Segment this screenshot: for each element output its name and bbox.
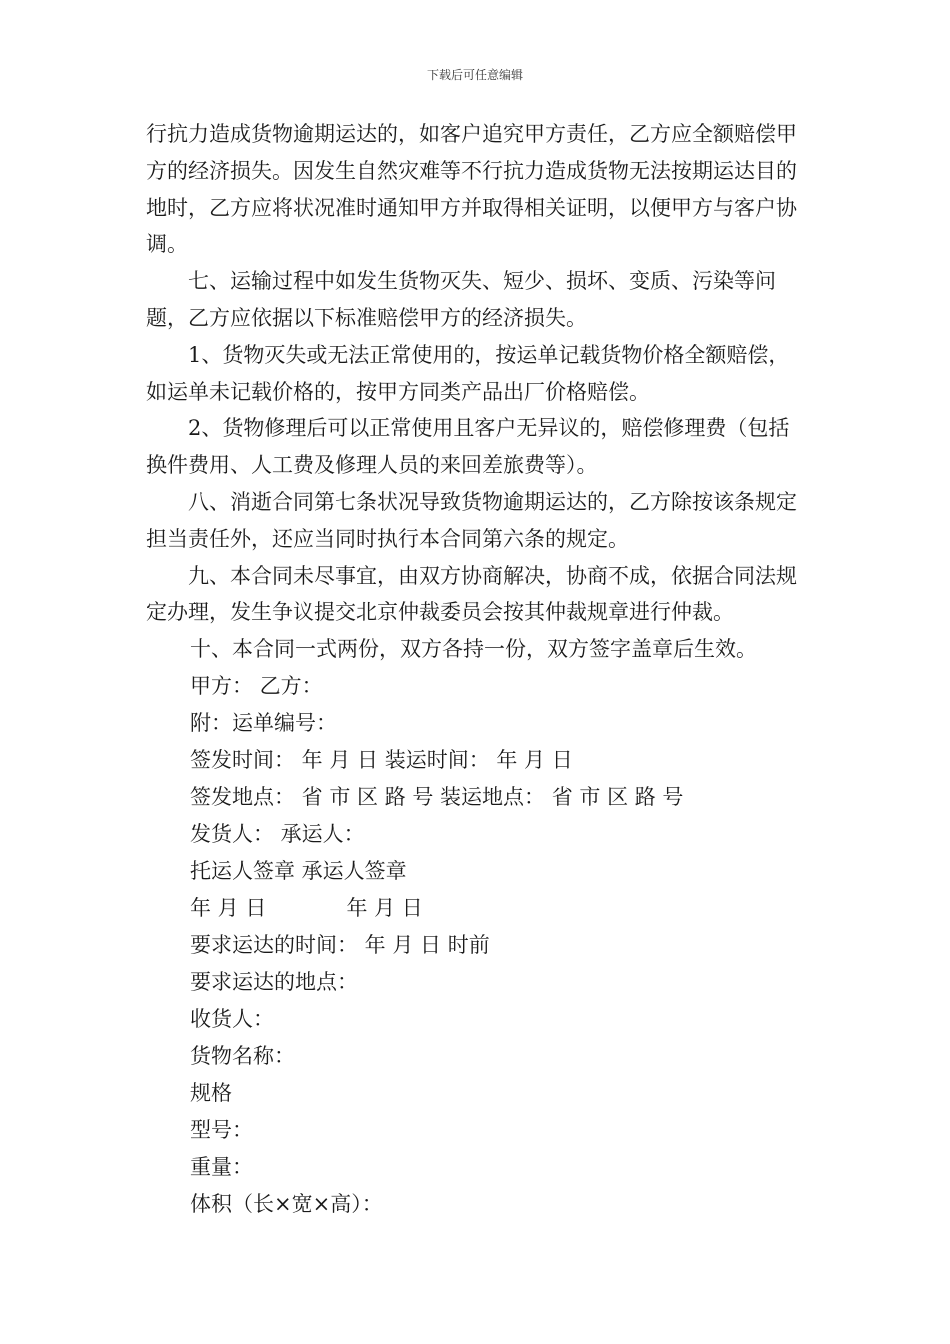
page-header: 下载后可任意编辑 [426, 68, 523, 82]
shipper-carrier-line: 发货人： 承运人： [190, 822, 365, 847]
consignee-line: 收货人： [190, 1007, 274, 1032]
waybill-number-line: 附：运单编号： [190, 711, 337, 736]
required-time-line: 要求运达的时间： 年 月 日 时前 [190, 933, 490, 958]
volume-line: 体积（长×宽×高）： [190, 1192, 383, 1217]
document-body [146, 116, 806, 1223]
spec-line: 规格 [190, 1081, 232, 1106]
signature-date-line: 年 月 日 年 月 日 [190, 896, 423, 921]
required-place-line: 要求运达的地点： [190, 970, 358, 995]
goods-name-line: 货物名称： [190, 1044, 295, 1069]
paragraph-clause-9: 九、本合同未尽事宜，由双方协商解决，协商不成，依据合同法规定办理，发生争议提交北京仲裁委员会按其仲裁规章进行仲裁。 [146, 563, 797, 625]
paragraph-clause-7-1: 1、货物灭失或无法正常使用的，按运单记载货物价格全额赔偿，如运单未记载价格的，按甲方同类产品出厂价格赔偿。 [146, 342, 790, 404]
paragraph-continued: 行抗力造成货物逾期运达的，如客户追究甲方责任，乙方应全额赔偿甲方的经济损失。因发生自然灾难等不行抗力造成货物无法按期运达目的地时，乙方应将状况准时通知甲方并取得相关证明，以便甲方与客户协调。 [146, 122, 797, 257]
paragraph-clause-8: 八、消逝合同第七条状况导致货物逾期运达的，乙方除按该条规定担当责任外，还应当同时执行本合同第六条的规定。 [146, 489, 797, 551]
signature-line: 托运人签章 承运人签章 [190, 859, 407, 884]
paragraph-clause-7-2: 2、货物修理后可以正常使用且客户无异议的，赔偿修理费（包括换件费用、人工费及修理人员的来回差旅费等）。 [146, 416, 790, 478]
clause-10-line: 十、本合同一式两份，双方各持一份，双方签字盖章后生效。 [190, 637, 757, 662]
weight-line: 重量： [190, 1155, 253, 1180]
paragraph-clause-7: 七、运输过程中如发生货物灭失、短少、损坏、变质、污染等问题，乙方应依据以下标准赔偿甲方的经济损失。 [146, 269, 776, 330]
model-line: 型号： [190, 1118, 253, 1143]
issue-place-line: 签发地点： 省 市 区 路 号 装运地点： 省 市 区 路 号 [190, 785, 684, 810]
parties-line: 甲方： 乙方： [190, 674, 323, 699]
issue-time-line: 签发时间： 年 月 日 装运时间： 年 月 日 [190, 748, 573, 773]
